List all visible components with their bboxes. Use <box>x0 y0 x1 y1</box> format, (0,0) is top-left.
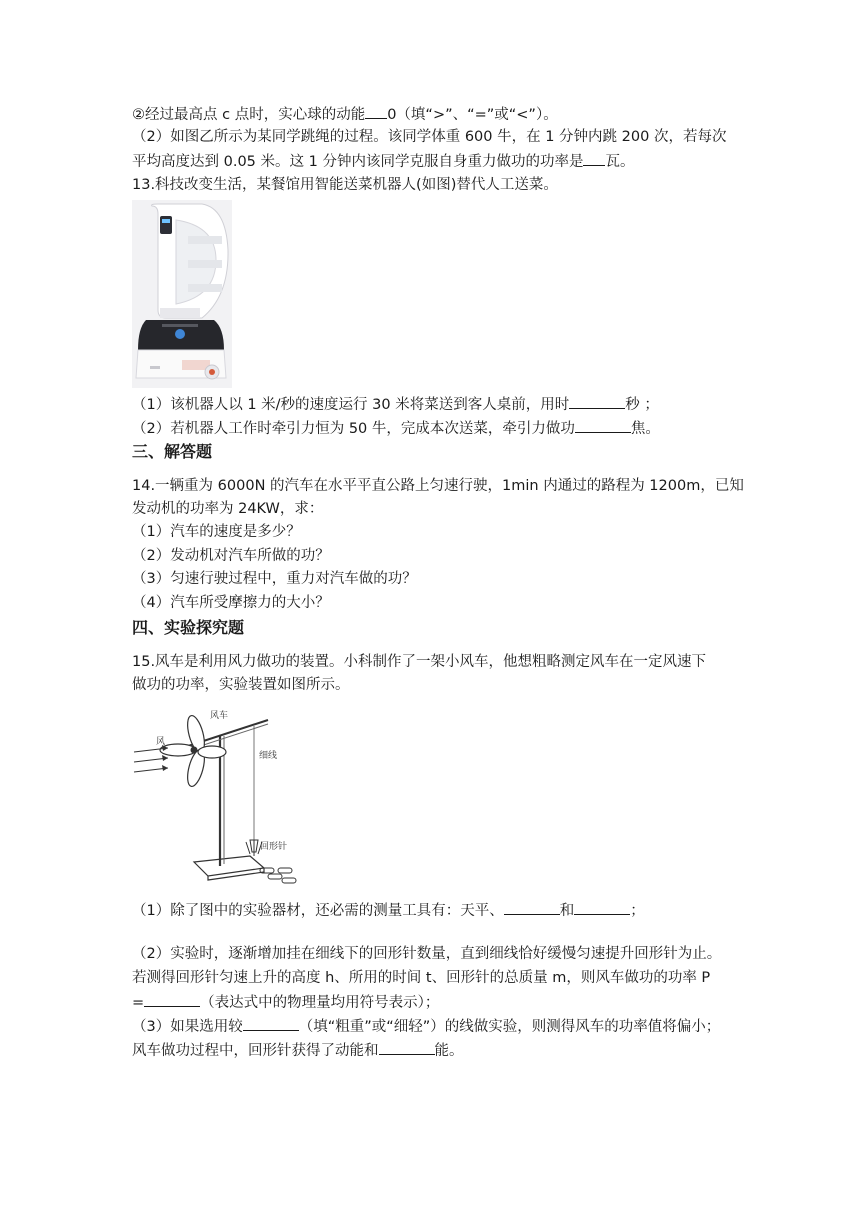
q15-part3-text: （3）如果选用较 <box>132 1019 243 1035</box>
q13-stem: 13.科技改变生活，某餐馆用智能送菜机器人(如图)替代人工送菜。 <box>132 177 558 193</box>
answer-blank[interactable] <box>569 394 625 409</box>
answer-blank[interactable] <box>583 151 605 166</box>
q14-part2: （2）发动机对汽车所做的功？ <box>132 548 330 564</box>
q15-part2-line1: （2）实验时，逐渐增加挂在细线下的回形针数量，直到细线恰好缓慢匀速提升回形针为止。 <box>132 946 722 962</box>
robot-image <box>132 200 232 388</box>
answer-blank[interactable] <box>365 104 387 119</box>
q13-part1 <box>132 394 659 415</box>
q15-part2-equals: = <box>132 995 145 1011</box>
q15-part3-line1 <box>132 1016 720 1037</box>
q15-part2-line3 <box>132 992 439 1013</box>
q13-part1-text: （1）该机器人以 1 米/秒的速度运行 30 米将菜送到客人桌前，用时 <box>132 397 570 413</box>
q15-part2-line2: 若测得回形针匀速上升的高度 h、所用的时间 t、回形针的总质量 m，则风车做功的功率 P <box>132 970 711 986</box>
q13-part2-text: （2）若机器人工作时牵引力恒为 50 牛，完成本次送菜，牵引力做功 <box>132 421 575 437</box>
q15-part3-line2-end: 能。 <box>434 1043 464 1059</box>
answer-blank[interactable] <box>243 1016 299 1031</box>
q14-part3: （3）匀速行驶过程中，重力对汽车做的功？ <box>132 571 417 587</box>
q15-part3-line2 <box>132 1040 464 1061</box>
q15-part1-end: ； <box>630 903 645 919</box>
q15-stem-line1: 15.风车是利用风力做功的装置。小科制作了一架小风车，他想粗略测定风车在一定风速下 <box>132 654 707 670</box>
q12-q2-line1: （2）如图乙所示为某同学跳绳的过程。该同学体重 600 牛，在 1 分钟内跳 200 次，若每次 <box>132 129 727 145</box>
q12-part2-after: 0（填“>”、“=”或“<”）。 <box>387 107 558 123</box>
answer-blank[interactable] <box>575 418 631 433</box>
answer-blank[interactable] <box>379 1040 435 1055</box>
label-wind: 风 <box>156 737 166 747</box>
q15-part1 <box>132 900 645 921</box>
section-heading: 四、实验探究题 <box>132 618 245 637</box>
q15-part2-note: （表达式中的物理量均用符号表示）； <box>200 995 440 1011</box>
q15-part1-text: （1）除了图中的实验器材，还必需的测量工具有：天平、 <box>132 903 504 919</box>
q15-part3-after: （填“粗重”或“细轻”）的线做实验，则测得风车的功率值将偏小； <box>298 1019 721 1035</box>
q15-part1-and: 和 <box>559 903 575 919</box>
label-clip: 回形针 <box>260 842 288 852</box>
label-thread: 细线 <box>259 751 278 761</box>
q13-part1-unit: 秒 ； <box>625 397 659 413</box>
answer-blank[interactable] <box>574 900 630 915</box>
q14-part1: （1）汽车的速度是多少？ <box>132 524 301 540</box>
q14-part4: （4）汽车所受摩擦力的大小？ <box>132 595 330 611</box>
q13-part2 <box>132 418 660 439</box>
q12-part2-text: ②经过最高点 c 点时，实心球的动能 <box>132 107 366 123</box>
q12-q2-line2 <box>132 151 634 172</box>
answer-blank[interactable] <box>144 992 200 1007</box>
answer-blank[interactable] <box>504 900 560 915</box>
section-heading: 三、解答题 <box>132 442 213 461</box>
q14-stem-line1: 14.一辆重为 6000N 的汽车在水平平直公路上匀速行驶，1min 内通过的路程为 1200m，已知 <box>132 478 744 494</box>
q14-stem-line2: 发动机的功率为 24KW，求： <box>132 501 324 517</box>
q12-part2-line <box>132 104 558 125</box>
q15-stem-line2: 做功的功率，实验装置如图所示。 <box>132 677 350 693</box>
q12-q2-line2-text: 平均高度达到 0.05 米。这 1 分钟内该同学克服自身重力做功的功率是 <box>132 154 584 170</box>
q12-q2-line2-unit: 瓦。 <box>605 154 635 170</box>
q15-part3-line2-text: 风车做功过程中，回形针获得了动能和 <box>132 1043 379 1059</box>
q13-part2-unit: 焦。 <box>630 421 660 437</box>
windmill-diagram <box>132 706 302 894</box>
label-windmill: 风车 <box>210 711 229 721</box>
